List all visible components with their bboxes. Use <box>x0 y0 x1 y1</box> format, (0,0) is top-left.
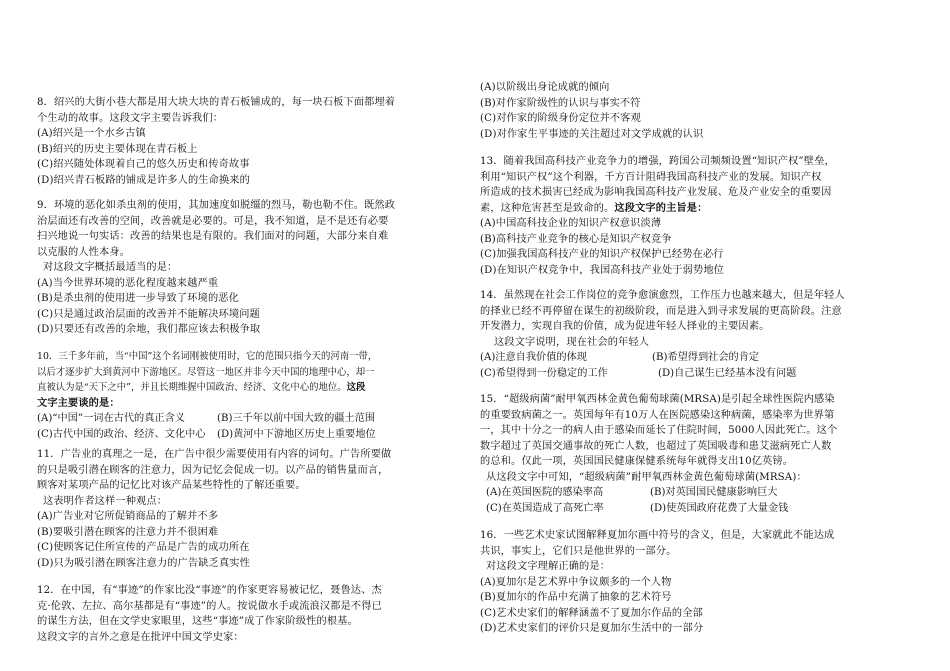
question-10-stem: 10．三千多年前，当“中国”这个名词刚被使用时，它的范围只指今天的河南一带， <box>37 351 378 362</box>
question-16-option-d: (D)艺术史家们的评价只是夏加尔生活中的一部分 <box>480 623 704 634</box>
question-9-option-a: (A)当今世界环境的恶化程度越来越严重 <box>37 277 219 289</box>
question-13-option-a: (A)中国高科技企业的知识产权意识淡薄 <box>480 218 662 229</box>
question-15-option-b: (B)对英国国民健康影响巨大 <box>650 487 778 498</box>
question-8-stem: 8．绍兴的大街小巷大都是用大块大块的青石板铺成的，每一块石板下面都埋着 <box>37 97 396 108</box>
question-10-option-a: (A)“中国”一词在古代的真正含义 <box>37 413 185 424</box>
question-16-stem: 共识，事实上，它们只是他世界的一部分。 <box>480 545 677 557</box>
question-16-stem: 16．一些艺术史家试图解释夏加尔画中符号的含义，但是，大家就此不能达成 <box>480 530 835 541</box>
question-10-stem: 以后才逐步扩大到黄河中下游地区。尽管这一地区并非今天中国的地理中心，却一 <box>37 366 375 378</box>
question-13-stem: 素，这种危害甚至是致命的。 <box>480 202 615 214</box>
question-9 <box>37 198 451 338</box>
question-14-option-d: (D)自己谋生已经基本没有问题 <box>658 367 797 379</box>
question-15-stem: 的总和。仅此一项，英国国民健康保健系统每年就得支出10亿英镑。 <box>480 456 794 467</box>
question-15-stem: 的重要致病菌之一。英国每年有10万人在医院感染这种病菌，感染率为世界第 <box>480 409 835 421</box>
question-10-option-c: (C)古代中国的政治、经济、文化中心 <box>37 428 206 440</box>
question-16-option-a: (A)夏加尔是艺术界中争议颇多的一个人物 <box>480 576 672 588</box>
question-8-option-d: (D)绍兴青石板路的铺成是许多人的生命换来的 <box>37 174 250 186</box>
question-9-prompt: 对这段文字概括最适当的是： <box>43 262 178 273</box>
question-9-stem: 扫兴地说一句实话：改善的结果也是有限的。我们面对的问题，大部分来自难 <box>37 231 389 242</box>
question-12-stem: 12．在中国，有“事迹”的作家比没“事迹”的作家更容易被记忆，聂鲁达、杰 <box>37 585 382 596</box>
question-14-stem: 开发潜力，实现自我的价值，成为促进年轻人择业的主要因素。 <box>480 321 770 332</box>
question-15-option-c: (C)在英国造成了高死亡率 <box>486 502 604 514</box>
question-13-prompt: 这段文字的主旨是： <box>614 201 708 214</box>
question-9-stem: 以克服的人性本身。 <box>37 246 131 258</box>
question-11 <box>37 447 451 571</box>
question-9-stem: 9．环境的恶化如杀虫剂的使用，其加速度如脱缰的烈马，勒也勒不住。既然政 <box>37 200 396 211</box>
question-10 <box>37 349 451 442</box>
question-14-stem: 14．虽然现在社会工作岗位的竞争愈演愈烈，工作压力也越来越大，但是年轻人 <box>480 290 845 301</box>
question-13-stem: 所造成的技术损害已经成为影响我国高科技产业发展、危及产业安全的重要因 <box>480 187 832 198</box>
question-13-option-b: (B)高科技产业竞争的核心是知识产权竞争 <box>480 233 672 245</box>
question-15 <box>480 392 904 516</box>
question-15-stem: 一，其中十分之一的病人由于感染而延长了住院时间，5000人因此死亡。这个 <box>480 425 838 436</box>
question-9-option-c: (C)只是通过政治层面的改善并不能解决环境问题 <box>37 308 260 320</box>
question-16-prompt: 对这段文字理解正确的是： <box>486 561 611 572</box>
question-11-stem: 的只是吸引潜在顾客的注意力，因为记忆会促成一切。以产品的销售量而言， <box>37 464 389 476</box>
question-15-stem: 15．“超级病菌”耐甲氧西林金黄色葡萄球菌(MRSA)是引起全球性医院内感染 <box>480 394 835 405</box>
question-11-stem: 11．广告业的真理之一是，在广告中很少需要使用有内容的词句。广告所要做 <box>37 449 392 460</box>
question-12-prompt: 这段文字的言外之意是在批评中国文学史家： <box>37 631 244 643</box>
question-14-option-c: (C)希望得到一份稳定的工作 <box>480 367 608 379</box>
question-10-stem: 直被认为是“天下之中”，并且长期维握中国政治、经济、文化中心的地位。 <box>37 382 347 393</box>
question-11-option-a: (A)广告业对它所促销商品的了解并不多 <box>37 511 219 522</box>
question-8-option-c: (C)绍兴随处体现着自己的悠久历史和传奇故事 <box>37 159 250 170</box>
question-8-option-a: (A)绍兴是一个水乡古镇 <box>37 128 146 139</box>
question-12-option-b: (B)对作家阶级性的认识与事实不符 <box>480 97 641 109</box>
question-12 <box>37 583 451 645</box>
question-11-option-c: (C)使顾客记住所宣传的产品是广告的成功所在 <box>37 542 250 553</box>
question-11-option-b: (B)要吸引潜在顾客的注意力并不很困难 <box>37 526 219 538</box>
question-11-stem: 顾客对某项产品的记忆比对该产品某些特性的了解还重要。 <box>37 480 306 491</box>
question-13-option-c: (C)加强我国高科技产业的知识产权保护已经势在必行 <box>480 249 724 260</box>
question-8-option-b: (B)绍兴的历史主要体现在青石板上 <box>37 143 198 155</box>
question-12-option-d: (D)对作家生平事迹的关注超过对文学成就的认识 <box>480 128 704 140</box>
question-16-option-b: (B)夏加尔的作品中充满了抽象的艺术符号 <box>480 592 672 603</box>
question-12-options <box>480 80 904 142</box>
question-16 <box>480 528 904 637</box>
question-15-option-a: (A)在英国医院的感染率高 <box>486 487 604 498</box>
question-12-option-a: (A)以阶级出身论成就的倾向 <box>480 82 610 93</box>
question-12-option-c: (C)对作家的阶级身份定位并不客观 <box>480 113 641 124</box>
question-10-option-b: (B)三千年以前中国大致的疆土范围 <box>217 413 376 424</box>
question-13-option-d: (D)在知识产权竞争中，我国高科技产业处于弱势地位 <box>480 264 724 276</box>
question-14-option-a: (A)注意自我价值的体现 <box>480 352 587 363</box>
question-14-prompt: 这段文字说明，现在社会的年轻人 <box>494 336 650 348</box>
question-10-stem-bold: 这段 <box>346 382 366 393</box>
question-12-stem: 克·伦敦、左拉、高尔基都是有“事迹”的人。按说做水手或流浪汉都是不得已 <box>37 600 382 612</box>
question-8-stem: 个生动的故事。这段文字主要告诉我们： <box>37 112 224 124</box>
question-13-stem: 13．随着我国高科技产业竞争力的增强，跨国公司频频设置“知识产权”壁垒， <box>480 156 835 167</box>
question-13 <box>480 154 904 278</box>
question-14-option-b: (B)希望得到社会的肯定 <box>652 352 760 363</box>
question-9-option-b: (B)是杀虫剂的使用进一步导致了环境的恶化 <box>37 293 239 304</box>
question-14 <box>480 288 904 381</box>
question-9-stem: 治层面还有改善的空间，改善就是必要的。可是，我不知道，是不是还有必要 <box>37 215 389 227</box>
question-12-stem: 的谋生方法，但在文学史家眼里，这些“事迹”成了作家阶级性的根基。 <box>37 616 358 627</box>
question-11-prompt: 这表明作者这样一种观点： <box>43 495 168 507</box>
question-14-stem: 的择业已经不再停留在谋生的初级阶段，而是进入到寻求发展的更高阶段。注意 <box>480 305 842 317</box>
question-10-option-d: (D)黄河中下游地区历史上重要地位 <box>217 428 376 440</box>
question-10-prompt: 文字主要谈的是： <box>37 396 120 409</box>
question-11-option-d: (D)只为吸引潜在顾客注意力的广告缺乏真实性 <box>37 557 250 569</box>
question-16-option-c: (C)艺术史家们的解释涵盖不了夏加尔作品的全部 <box>480 607 703 619</box>
question-9-option-d: (D)只要还有改善的余地，我们都应该去积极争取 <box>37 324 261 335</box>
question-13-stem: 利用“知识产权”这个利器，千方百计阻碍我国高科技产业的发展。知识产权 <box>480 171 822 183</box>
question-15-option-d: (D)使英国政府花费了大量金钱 <box>650 502 789 514</box>
question-8 <box>37 95 451 188</box>
question-15-prompt: 从这段文字中可知，“超级病菌”耐甲氧西林金黄色葡萄球菌(MRSA)： <box>486 471 807 483</box>
question-15-stem: 数字超过了英国交通事故的死亡人数，也超过了英国吸毒和患艾滋病死亡人数 <box>480 440 832 452</box>
